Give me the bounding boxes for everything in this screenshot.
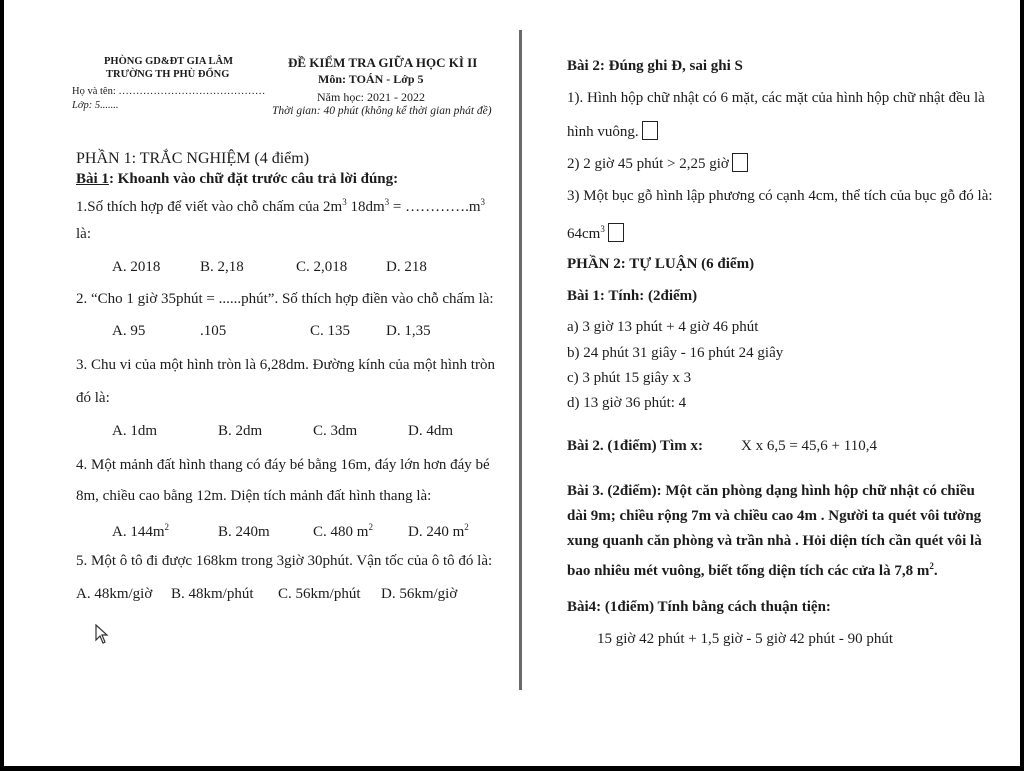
exam-paper bbox=[4, 0, 1020, 766]
q3-option-a[interactable]: A. 1dm bbox=[112, 423, 157, 439]
calc-d: d) 13 giờ 36 phút: 4 bbox=[567, 395, 687, 411]
bai1-instruction: : Khoanh vào chữ đặt trước câu trả lời đúng: bbox=[108, 171, 399, 187]
q3-line1: 3. Chu vi của một hình tròn là 6,28dm. Đường kính của một hình tròn bbox=[76, 357, 495, 373]
bai3-line2: dài 9m; chiều rộng 7m và chiều cao 4m . Người ta quét vôi tường bbox=[567, 508, 982, 524]
q4-option-c[interactable]: C. 480 $m^2$ bbox=[313, 522, 373, 540]
bai2-heading: Bài 2: Đúng ghi Đ, sai ghi S bbox=[567, 58, 743, 74]
q2-option-a[interactable]: A. 95 bbox=[112, 323, 146, 339]
q2-option-b[interactable]: .105 bbox=[200, 323, 227, 339]
dept-label: PHÒNG GD&ĐT GIA LÂM bbox=[104, 56, 234, 67]
part1-heading: PHẦN 1: TRẮC NGHIỆM (4 điểm) bbox=[76, 150, 310, 167]
q4-option-d[interactable]: D. 240 $m^2$ bbox=[408, 522, 469, 540]
q3-line2: đó là: bbox=[76, 390, 110, 406]
q5-option-d[interactable]: D. 56km/giờ bbox=[381, 586, 458, 602]
q1-option-a[interactable]: A. 2018 bbox=[112, 259, 161, 275]
bai4-heading: Bài4: (1điểm) Tính bằng cách thuận tiện: bbox=[567, 599, 831, 615]
bai4-expression: 15 giờ 42 phút + 1,5 giờ - 5 giờ 42 phút - 90 phút bbox=[597, 631, 894, 647]
calc-b: b) 24 phút 31 giây - 16 phút 24 giây bbox=[567, 345, 784, 361]
bai3-line1: Bài 3. (2điểm): Một căn phòng dạng hình hộp chữ nhật có chiều bbox=[567, 483, 975, 499]
q3-option-d[interactable]: D. 4dm bbox=[408, 423, 453, 439]
q1-option-b[interactable]: B. 2,18 bbox=[200, 259, 244, 275]
q4-line2: 8m, chiều cao bằng 12m. Diện tích mảnh đất hình thang là: bbox=[76, 488, 432, 504]
q5-option-b[interactable]: B. 48km/phút bbox=[171, 586, 254, 602]
bai2-statement1-line2: hình vuông. bbox=[567, 121, 658, 141]
part2-bai2-label: Bài 2. (1điểm) Tìm x: bbox=[567, 438, 703, 454]
bai1-heading bbox=[76, 170, 398, 188]
answer-box-1[interactable] bbox=[642, 121, 658, 140]
q5-text: 5. Một ô tô đi được 168km trong 3giờ 30phút. Vận tốc của ô tô đó là: bbox=[76, 553, 493, 569]
q1-option-c[interactable]: C. 2,018 bbox=[296, 259, 348, 275]
q1-line: 1.Số thích hợp để viết vào chỗ chấm của $2m^3$ $18dm^3$ = $\dots\dots\dots\dots.m^3$ bbox=[76, 197, 486, 215]
bai2-statement1-line1: 1). Hình hộp chữ nhật có 6 mặt, các mặt của hình hộp chữ nhật đều là bbox=[567, 90, 985, 106]
q4-option-b[interactable]: B. 240m bbox=[218, 524, 270, 540]
time-label: Thời gian: 40 phút (không kể thời gian phát đề) bbox=[272, 105, 492, 117]
q2-option-d[interactable]: D. 1,35 bbox=[386, 323, 431, 339]
class-field-label: Lớp: 5....... bbox=[72, 100, 119, 111]
name-field-label: Họ và tên: …………………………………… bbox=[72, 86, 266, 97]
school-label: TRƯỜNG TH PHÙ ĐỔNG bbox=[106, 69, 230, 80]
q5-option-a[interactable]: A. 48km/giờ bbox=[76, 586, 153, 602]
q1-continuation: là: bbox=[76, 226, 91, 242]
calc-c: c) 3 phút 15 giây x 3 bbox=[567, 370, 692, 386]
column-divider bbox=[519, 30, 522, 690]
q3-option-b[interactable]: B. 2dm bbox=[218, 423, 263, 439]
answer-box-2[interactable] bbox=[732, 153, 748, 172]
q1-option-d[interactable]: D. 218 bbox=[386, 259, 427, 275]
q3-option-c[interactable]: C. 3dm bbox=[313, 423, 358, 439]
bai2-statement3-value: $64cm^3$ bbox=[567, 220, 624, 243]
calc-a: a) 3 giờ 13 phút + 4 giờ 46 phút bbox=[567, 319, 759, 335]
mouse-cursor-icon bbox=[95, 624, 109, 644]
part2-bai2-equation: X x 6,5 = 45,6 + 110,4 bbox=[741, 438, 877, 454]
part2-heading: PHẦN 2: TỰ LUẬN (6 điểm) bbox=[567, 256, 755, 272]
q5-option-c[interactable]: C. 56km/phút bbox=[278, 586, 361, 602]
bai3-line4: bao nhiêu mét vuông, biết tổng diện tích các cửa là 7,8 $m^2$. bbox=[567, 561, 938, 579]
q4-option-a[interactable]: A. $144m^2$ bbox=[112, 522, 169, 540]
school-year-label: Năm học: 2021 - 2022 bbox=[317, 90, 425, 104]
q2-text: 2. “Cho 1 giờ 35phút = ......phút”. Số thích hợp điền vào chỗ chấm là: bbox=[76, 291, 494, 307]
answer-box-3[interactable] bbox=[608, 223, 624, 242]
bai3-line3: xung quanh căn phòng và trần nhà . Hỏi diện tích cần quét vôi là bbox=[567, 533, 982, 549]
subject-label: Môn: TOÁN - Lớp 5 bbox=[318, 72, 424, 86]
exam-title: ĐỀ KIỂM TRA GIỮA HỌC KÌ II bbox=[288, 55, 478, 70]
bai2-statement2: 2) 2 giờ 45 phút > 2,25 giờ bbox=[567, 153, 748, 173]
q2-option-c[interactable]: C. 135 bbox=[310, 323, 351, 339]
bai1-prefix: Bài 1 bbox=[76, 171, 109, 187]
part2-bai1-heading: Bài 1: Tính: (2điểm) bbox=[567, 288, 698, 304]
q4-line1: 4. Một mảnh đất hình thang có đáy bé bằng 16m, đáy lớn hơn đáy bé bbox=[76, 457, 490, 473]
bai2-statement3: 3) Một bục gỗ hình lập phương có cạnh 4cm, thể tích của bục gỗ đó là: bbox=[567, 188, 993, 204]
